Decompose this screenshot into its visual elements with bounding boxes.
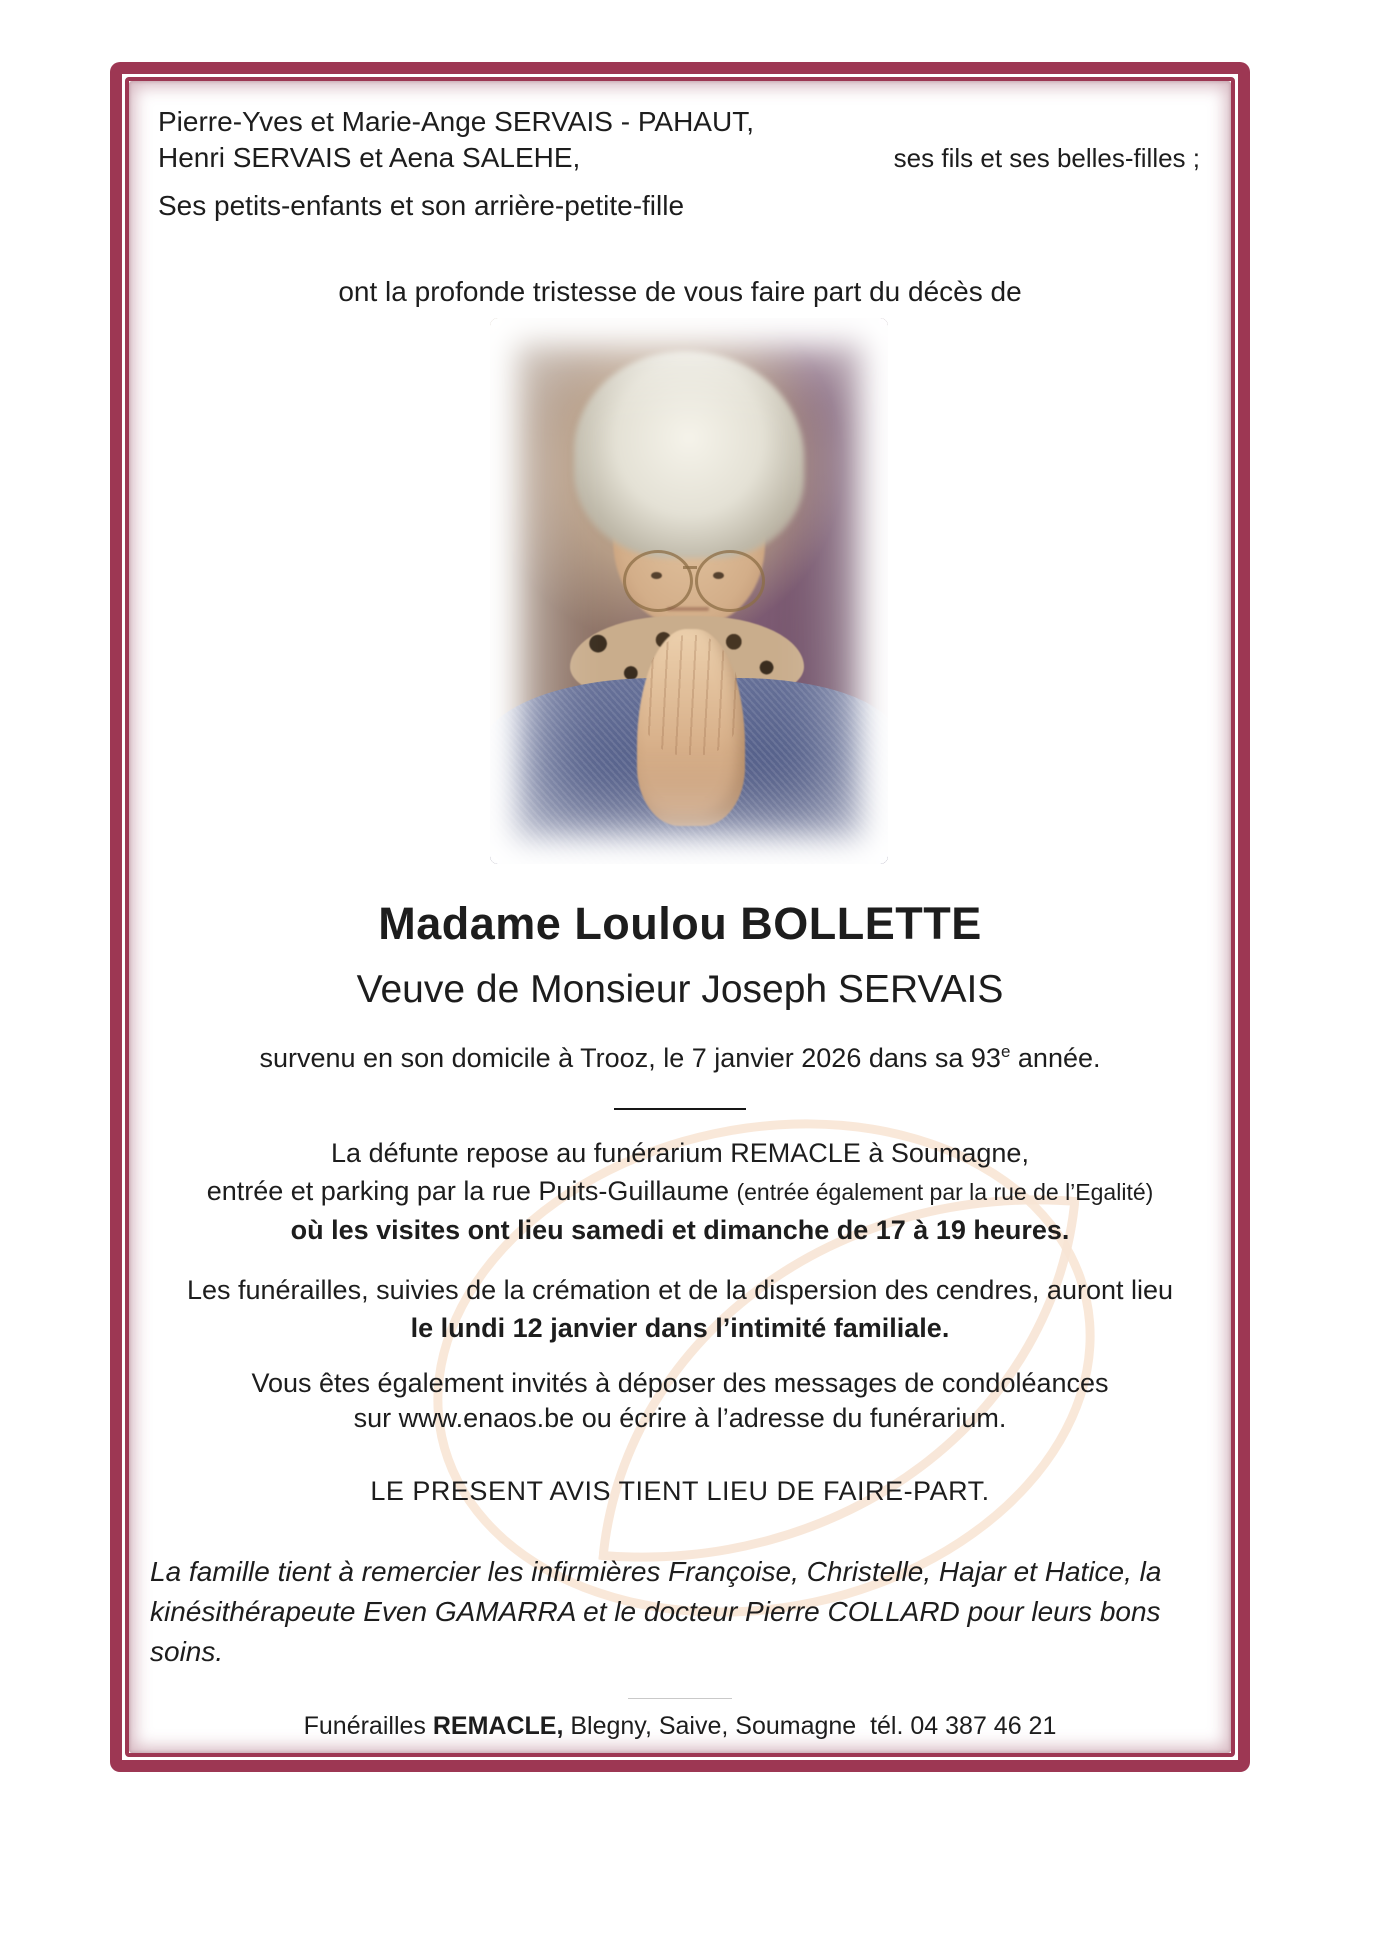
death-details-line: [130, 1042, 1230, 1074]
funeral-home-footer: [130, 1712, 1230, 1741]
condolences-line-2: sur www.enaos.be ou écrire à l’adresse du funérarium.: [353, 1403, 1007, 1433]
relation-note: ses fils et ses belles-filles ;: [893, 143, 1200, 173]
announcement-line: ont la profonde tristesse de vous faire part du décès de: [338, 276, 1022, 307]
deceased-name: Madame Loulou BOLLETTE: [378, 898, 982, 949]
portrait-photo: [490, 318, 888, 864]
death-details-prefix: survenu en son domicile à Trooz, le 7 janvier 2026 dans sa 93: [259, 1043, 1001, 1073]
family-line-3: Ses petits-enfants et son arrière-petite-fille: [158, 190, 685, 221]
decorative-frame: [110, 62, 1250, 1772]
family-line-2-row: [158, 142, 1200, 174]
section-divider: [614, 1108, 746, 1110]
faire-part-notice-line: LE PRESENT AVIS TIENT LIEU DE FAIRE-PART.: [370, 1476, 990, 1506]
footer-suffix: Blegny, Saive, Soumagne tél. 04 387 46 21: [563, 1712, 1057, 1740]
funeral-date-line: le lundi 12 janvier dans l’intimité familiale.: [410, 1313, 950, 1343]
portrait-soft-vignette: [490, 318, 888, 864]
footer-divider: [628, 1698, 732, 1699]
footer-prefix: Funérailles: [303, 1712, 433, 1740]
death-details-superscript: e: [1000, 1042, 1011, 1061]
funeral-line-1: Les funérailles, suivies de la crémation et de la dispersion des cendres, auront lieu: [186, 1275, 1174, 1305]
repose-line-2: [130, 1176, 1230, 1207]
visiting-hours-line: où les visites ont lieu samedi et dimanche de 17 à 19 heures.: [290, 1215, 1070, 1245]
death-details-suffix: année.: [1010, 1043, 1101, 1073]
funeral-home-name: REMACLE,: [432, 1712, 564, 1740]
thanks-paragraph: La famille tient à remercier les infirmières Françoise, Christelle, Hajar et Hatice, la kinésithérapeute Even GAMARRA et le docteur Pierre COLLARD pour leurs bons soins.: [150, 1556, 1162, 1667]
deceased-widow-line: Veuve de Monsieur Joseph SERVAIS: [356, 968, 1004, 1011]
family-line-2: Henri SERVAIS et Aena SALEHE,: [158, 142, 581, 173]
repose-line-2-main: entrée et parking par la rue Puits-Guillaume: [206, 1176, 737, 1206]
condolences-line-1: Vous êtes également invités à déposer des messages de condoléances: [251, 1368, 1109, 1398]
portrait-photo-image: [490, 318, 888, 864]
repose-line-2-parenthetical: (entrée également par la rue de l’Egalité): [736, 1179, 1154, 1205]
repose-line-1: La défunte repose au funérarium REMACLE à Soumagne,: [331, 1138, 1029, 1168]
family-line-1: Pierre-Yves et Marie-Ange SERVAIS - PAHAUT,: [158, 106, 754, 137]
